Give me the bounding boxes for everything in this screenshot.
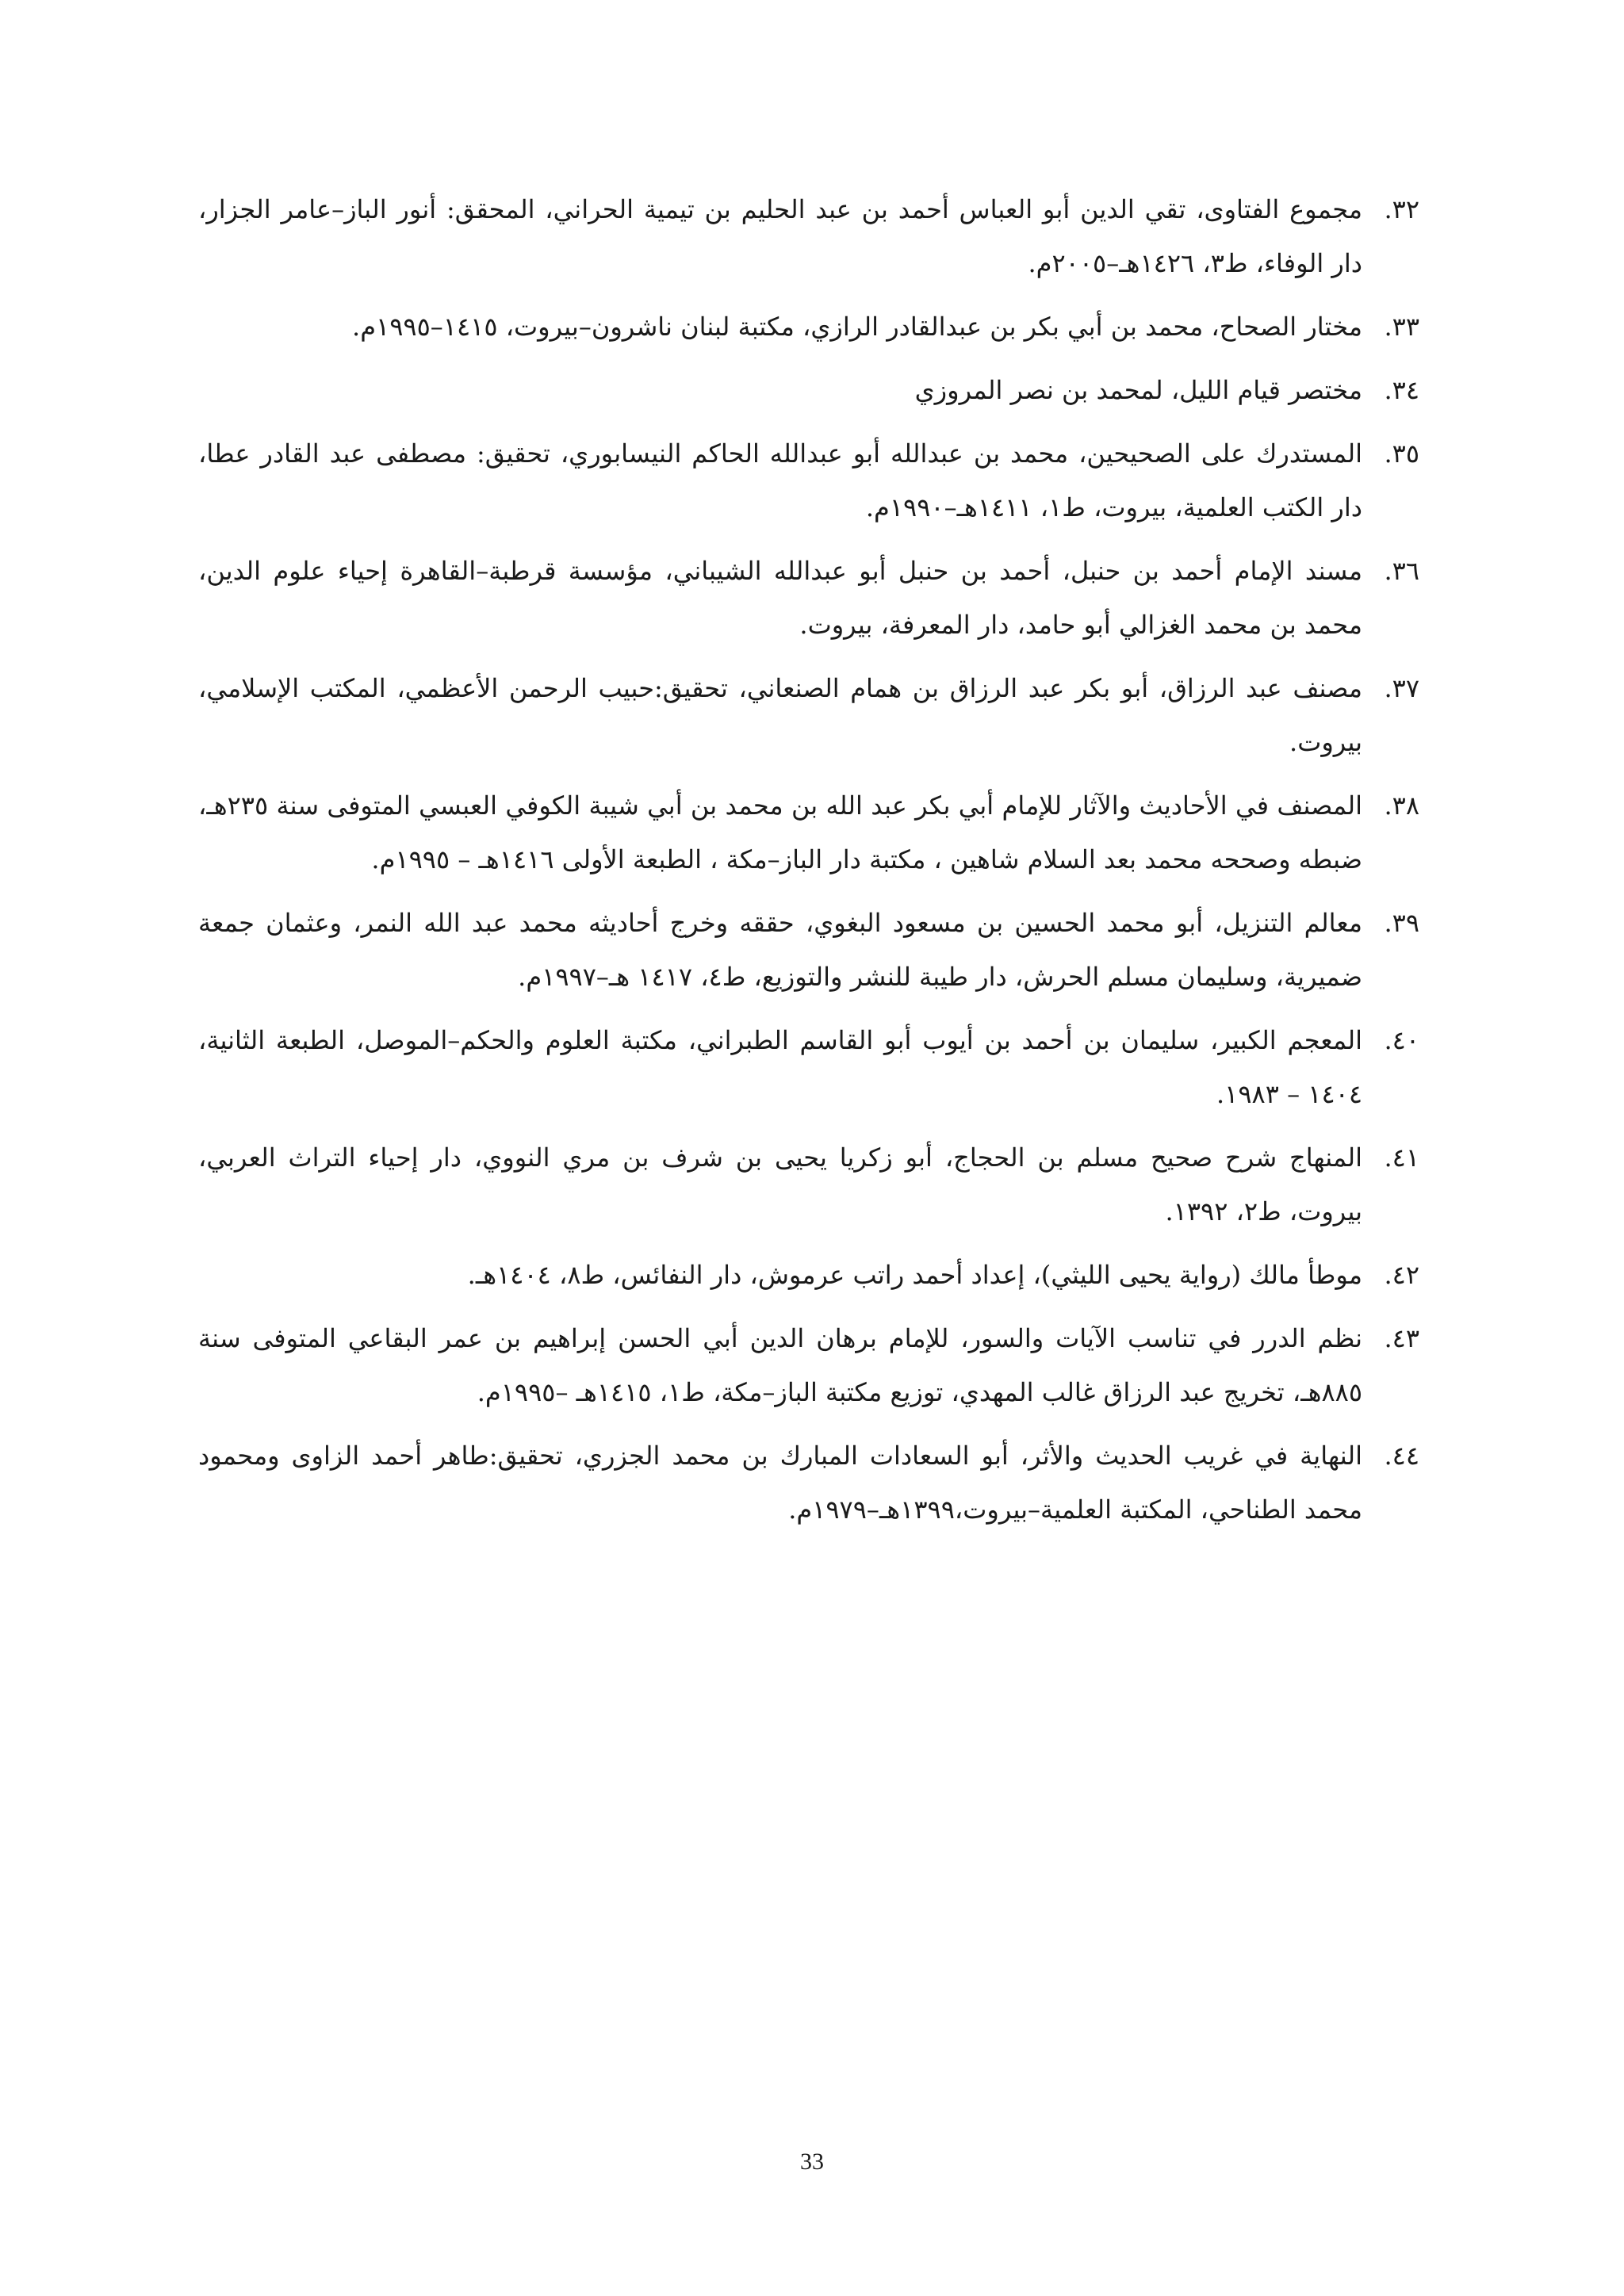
reference-text: مختار الصحاح، محمد بن أبي بكر بن عبدالقادر الرازي، مكتبة لبنان ناشرون–بيروت، ١٤١٥–١٩٩٥م. xyxy=(352,312,1362,342)
reference-number: ٣٩. xyxy=(1384,908,1419,938)
reference-item xyxy=(198,363,1419,417)
reference-item xyxy=(198,1429,1419,1536)
reference-number: ٤٤. xyxy=(1384,1441,1419,1471)
reference-text: المصنف في الأحاديث والآثار للإمام أبي بكر عبد الله بن محمد بن أبي شيبة الكوفي العبسي المتوفى سنة ٢٣٥هـ، ضبطه وصححه محمد بعد السلام شاهين ، مكتبة دار الباز–مكة ، الطبعة الأولى ١٤١٦هـ – ١٩٩٥م. xyxy=(198,790,1363,874)
reference-text: المعجم الكبير، سليمان بن أحمد بن أيوب أبو القاسم الطبراني، مكتبة العلوم والحكم–الموصل، الطبعة الثانية، ١٤٠٤ – ١٩٨٣. xyxy=(198,1025,1362,1109)
reference-text: المنهاج شرح صحيح مسلم بن الحجاج، أبو زكريا يحيى بن شرف بن مري النووي، دار إحياء التراث العربي، بيروت، ط٢، ١٣٩٢. xyxy=(198,1142,1362,1226)
reference-number: ٣٦. xyxy=(1384,556,1419,586)
reference-number: ٣٣. xyxy=(1384,312,1419,342)
reference-item xyxy=(198,427,1419,534)
reference-item xyxy=(198,896,1419,1004)
reference-text: المستدرك على الصحيحين، محمد بن عبدالله أبو عبدالله الحاكم النيسابوري، تحقيق: مصطفى عبد القادر عطا، دار الكتب العلمية، بيروت، ط١، ١٤١١هـ–١٩٩٠م. xyxy=(198,438,1362,522)
reference-number: ٣٢. xyxy=(1384,194,1419,224)
reference-item xyxy=(198,1248,1419,1302)
reference-text: مصنف عبد الرزاق، أبو بكر عبد الرزاق بن همام الصنعاني، تحقيق:حبيب الرحمن الأعظمي، المكتب الإسلامي، بيروت. xyxy=(198,673,1362,757)
reference-text: مجموع الفتاوى، تقي الدين أبو العباس أحمد بن عبد الحليم بن تيمية الحراني، المحقق: أنور الباز–عامر الجزار، دار الوفاء، ط٣، ١٤٢٦هـ–٢٠٠٥م. xyxy=(198,194,1362,278)
reference-item xyxy=(198,779,1419,886)
reference-number: ٤٠. xyxy=(1384,1025,1419,1055)
reference-text: موطأ مالك (رواية يحيى الليثي)، إعداد أحمد راتب عرموش، دار النفائس، ط٨، ١٤٠٤هـ. xyxy=(467,1260,1362,1290)
reference-number: ٤٣. xyxy=(1384,1323,1419,1353)
reference-item xyxy=(198,1013,1419,1121)
reference-number: ٤١. xyxy=(1384,1142,1419,1173)
reference-text: مسند الإمام أحمد بن حنبل، أحمد بن حنبل أبو عبدالله الشيباني، مؤسسة قرطبة–القاهرة إحياء علوم الدين، محمد بن محمد الغزالي أبو حامد، دار المعرفة، بيروت. xyxy=(198,556,1362,640)
reference-item xyxy=(198,1311,1419,1419)
reference-text: نظم الدرر في تناسب الآيات والسور، للإمام برهان الدين أبي الحسن إبراهيم بن عمر البقاعي المتوفى سنة ٨٨٥هـ، تخريج عبد الرزاق غالب المهدي، توزيع مكتبة الباز–مكة، ط١، ١٤١٥هـ –١٩٩٥م. xyxy=(198,1323,1362,1407)
reference-number: ٤٢. xyxy=(1384,1260,1419,1290)
reference-text: النهاية في غريب الحديث والأثر، أبو السعادات المبارك بن محمد الجزري، تحقيق:طاهر أحمد الزاوى ومحمود محمد الطناحي، المكتبة العلمية–بيروت،١٣٩٩هـ–١٩٧٩م. xyxy=(198,1441,1362,1525)
reference-item xyxy=(198,544,1419,652)
reference-number: ٣٤. xyxy=(1384,375,1419,405)
reference-text: مختصر قيام الليل، لمحمد بن نصر المروزي xyxy=(914,375,1362,405)
reference-list xyxy=(198,182,1419,1546)
reference-item xyxy=(198,661,1419,769)
reference-number: ٣٧. xyxy=(1384,673,1419,703)
reference-number: ٣٥. xyxy=(1384,438,1419,469)
reference-text: معالم التنزيل، أبو محمد الحسين بن مسعود البغوي، حققه وخرج أحاديثه محمد عبد الله النمر، وعثمان جمعة ضميرية، وسليمان مسلم الحرش، دار طيبة للنشر والتوزيع، ط٤، ١٤١٧ هـ–١٩٩٧م. xyxy=(198,908,1362,992)
reference-number: ٣٨. xyxy=(1384,790,1419,821)
reference-item xyxy=(198,300,1419,354)
reference-item xyxy=(198,182,1419,290)
page-number: 33 xyxy=(800,2149,824,2175)
reference-item xyxy=(198,1131,1419,1238)
